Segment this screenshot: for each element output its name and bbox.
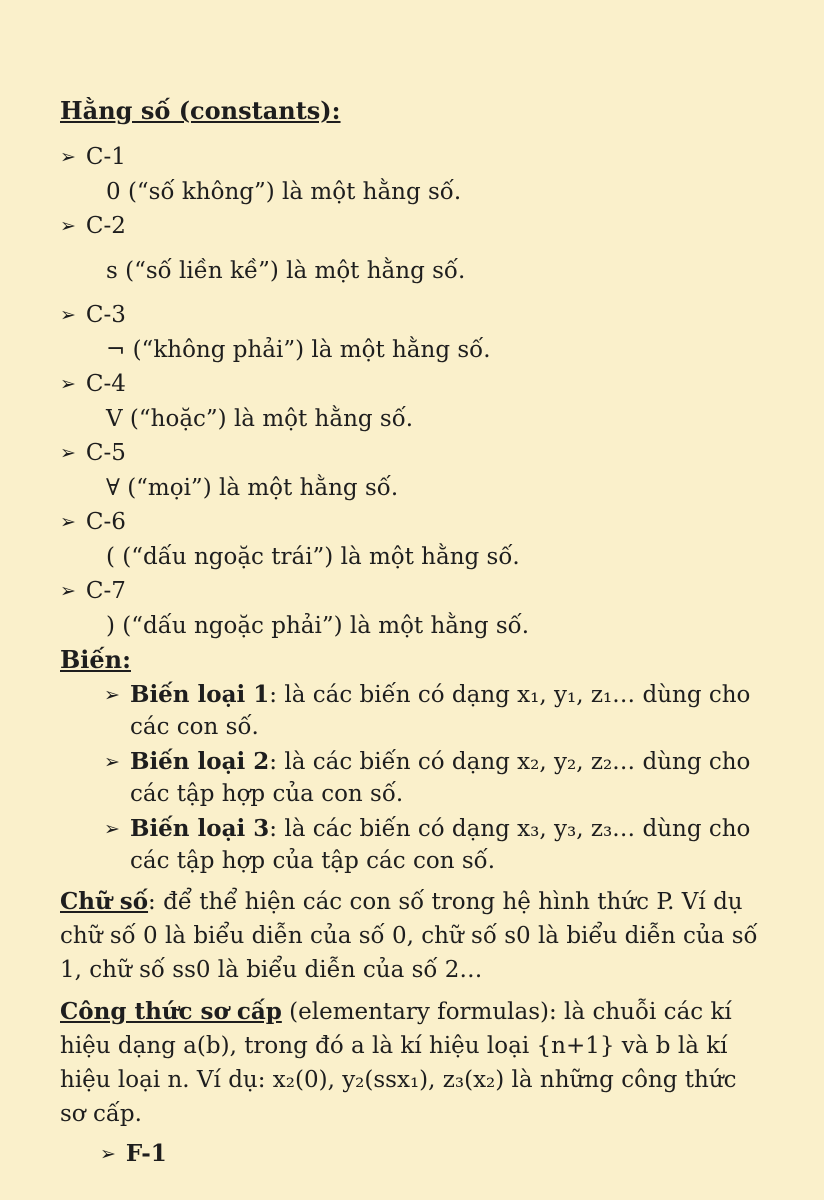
numerals-paragraph [60,885,766,987]
constant-desc: V (“hoặc”) là một hằng số. [106,406,414,432]
list-item [60,209,766,244]
arrow-bullet-icon: ➢ [104,684,120,706]
arrow-bullet-icon: ➢ [60,511,76,533]
constants-heading: Hằng số (constants): [60,96,341,125]
arrow-bullet-icon: ➢ [60,580,76,602]
variable-type-text: : là các biến có dạng x₂, y₂, z₂… dùng cho các tập hợp của con số. [130,749,751,807]
constant-id: C-1 [85,144,126,170]
variable-type-label: Biến loại 2 [130,748,270,775]
arrow-bullet-icon: ➢ [104,751,120,773]
arrow-bullet-icon: ➢ [104,818,120,840]
arrow-bullet-icon: ➢ [100,1143,116,1165]
numerals-label: Chữ số [60,888,149,915]
variable-type-text: : là các biến có dạng x₁, y₁, z₁… dùng cho các con số. [130,682,751,740]
list-item [60,746,766,810]
numerals-text: : để thể hiện các con số trong hệ hình thức P. Ví dụ chữ số 0 là biểu diễn của số 0, chữ số s0 là biểu diễn của số 1, chữ số ss0 là biểu diễn của số 2… [60,889,758,983]
constant-id: C-4 [85,371,126,397]
arrow-bullet-icon: ➢ [60,215,76,237]
constant-id: C-3 [85,302,126,328]
elementary-formulas-paragraph [60,995,766,1131]
variables-heading: Biến: [60,645,131,674]
list-item [60,574,766,609]
variable-type-label: Biến loại 3 [130,815,270,842]
constant-id: C-6 [85,509,126,535]
list-item [60,1137,766,1172]
list-item [60,505,766,540]
arrow-bullet-icon: ➢ [60,373,76,395]
constant-desc: ( (“dấu ngoặc trái”) là một hằng số. [106,544,520,570]
list-item [60,367,766,402]
constant-desc: ) (“dấu ngoặc phải”) là một hằng số. [106,613,530,639]
arrow-bullet-icon: ➢ [60,442,76,464]
elementary-formulas-label: Công thức sơ cấp [60,998,282,1025]
list-item [60,813,766,877]
arrow-bullet-icon: ➢ [60,146,76,168]
variable-type-label: Biến loại 1 [130,681,270,708]
constant-id: C-2 [85,213,126,239]
formula-id: F-1 [125,1140,167,1167]
variables-section [60,643,766,877]
constant-desc: ∀ (“mọi”) là một hằng số. [106,475,399,501]
arrow-bullet-icon: ➢ [60,304,76,326]
elementary-formulas-text: (elementary formulas): là chuỗi các kí hiệu dạng a(b), trong đó a là kí hiệu loại {n+1} và b là kí hiệu loại n. Ví dụ: x₂(0), y₂(ssx₁), z₃(x₂) là những công thức sơ cấp. [60,999,737,1127]
constant-id: C-7 [85,578,126,604]
constant-desc: s (“số liền kề”) là một hằng số. [106,258,466,284]
variable-type-text: : là các biến có dạng x₃, y₃, z₃… dùng cho các tập hợp của tập các con số. [130,816,751,874]
list-item [60,679,766,743]
list-item [60,298,766,333]
constant-id: C-5 [85,440,126,466]
list-item [60,140,766,175]
constant-desc: 0 (“số không”) là một hằng số. [106,179,462,205]
constants-section [60,96,766,643]
list-item [60,436,766,471]
constant-desc: ¬ (“không phải”) là một hằng số. [106,337,491,363]
